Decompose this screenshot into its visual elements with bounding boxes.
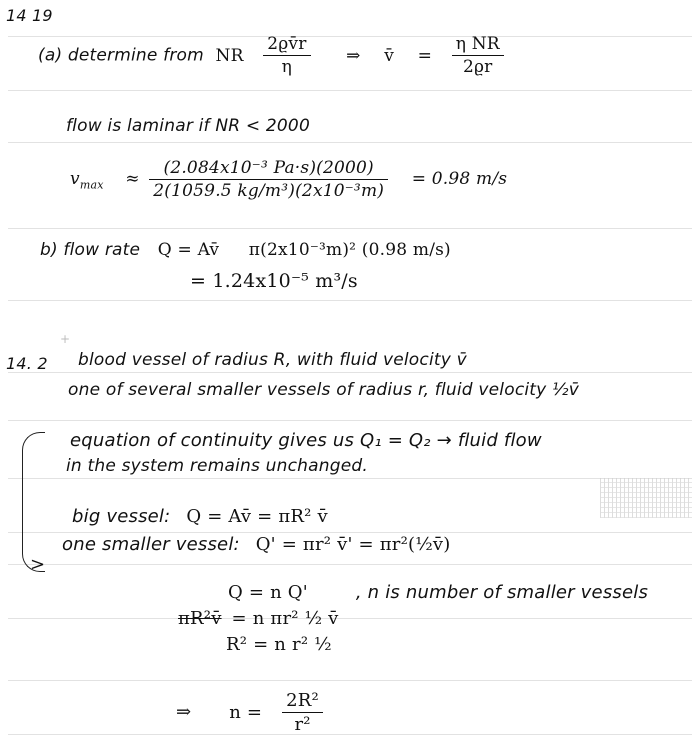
ruled-line	[8, 90, 692, 91]
velocity-fraction	[452, 34, 504, 77]
step-2-lhs: πR²v̄	[178, 608, 222, 629]
ruled-line	[8, 478, 692, 479]
problem-2-line-2: one of several smaller vessels of radius r, fluid velocity ½v̄	[68, 380, 579, 400]
grouping-bracket	[22, 432, 45, 572]
continuity-line-2: in the system remains unchanged.	[66, 456, 368, 476]
ruled-line	[8, 300, 692, 301]
part-b-label: b) flow rate	[40, 240, 141, 260]
final-implies-arrow: ⇒	[176, 701, 192, 723]
reynolds-numerator: 2ϱv̄r	[263, 34, 310, 56]
vmax-fraction	[149, 158, 388, 201]
part-a-line	[38, 34, 508, 77]
continuity-line-1: equation of continuity gives us Q₁ = Q₂ → fluid flow	[70, 430, 542, 451]
final-denominator: r²	[294, 714, 311, 735]
ruled-line	[8, 420, 692, 421]
big-vessel-line	[72, 506, 328, 527]
problem-number: 14 19	[6, 6, 53, 25]
step-2-line	[178, 608, 339, 629]
final-result-line	[176, 690, 327, 735]
step-3-line: R² = n r² ½	[226, 634, 332, 655]
final-n-label: n =	[229, 701, 263, 723]
ruled-line	[8, 680, 692, 681]
velocity-symbol: v̄	[384, 45, 395, 66]
vmax-numerator: (2.084x10⁻³ Pa·s)(2000)	[149, 158, 388, 180]
implies-arrow: ⇒	[346, 45, 361, 66]
ruled-line	[8, 532, 692, 533]
part-a-label: (a) determine from	[38, 45, 204, 66]
ruled-line	[8, 564, 692, 565]
step-2-rhs: = n πr² ½ v̄	[231, 608, 339, 629]
vmax-line	[70, 158, 507, 201]
ruled-line	[8, 372, 692, 373]
ruled-line	[8, 734, 692, 735]
step-1-line	[228, 582, 648, 603]
step-1-note: , n is number of smaller vessels	[355, 582, 649, 603]
vmax-result: = 0.98 m/s	[411, 169, 508, 189]
final-numerator: 2R²	[282, 690, 323, 713]
flow-rate-result: = 1.24x10⁻⁵ m³/s	[190, 270, 358, 292]
flow-rate-formula: Q = Av̄	[157, 240, 220, 260]
reynolds-symbol: NR	[215, 45, 244, 66]
ruled-line	[8, 618, 692, 619]
vmax-denominator: 2(1059.5 kg/m³)(2x10⁻³m)	[153, 181, 385, 201]
vmax-symbol: $v_{max}$	[70, 169, 104, 192]
small-vessel-equation: Q' = πr² v̄' = πr²(½v̄)	[255, 534, 451, 555]
ruled-line	[8, 142, 692, 143]
velocity-denominator: 2ϱr	[462, 57, 493, 77]
laminar-condition: flow is laminar if NR < 2000	[66, 116, 310, 136]
problem-2-line-1: blood vessel of radius R, with fluid velocity v̄	[78, 350, 467, 370]
part-b-line	[40, 240, 451, 260]
smudge-mark	[600, 478, 692, 518]
small-vessel-label: one smaller vessel:	[62, 534, 240, 555]
stray-mark: +	[60, 332, 71, 346]
ruled-line	[8, 228, 692, 229]
reynolds-denominator: η	[281, 57, 293, 77]
flow-rate-expression: π(2x10⁻³m)² (0.98 m/s)	[248, 240, 451, 260]
reynolds-fraction	[263, 34, 310, 77]
arrow-icon: >	[30, 554, 46, 575]
velocity-numerator: η NR	[452, 34, 504, 56]
big-vessel-label: big vessel:	[72, 506, 171, 527]
big-vessel-equation: Q = Av̄ = πR² v̄	[186, 506, 328, 527]
step-1-equation: Q = n Q'	[228, 582, 308, 603]
approx-sign: ≈	[125, 169, 140, 189]
small-vessel-line	[62, 534, 450, 555]
problem-number-2: 14. 2	[6, 354, 48, 373]
equals-sign: =	[417, 45, 433, 66]
final-fraction	[282, 690, 323, 735]
